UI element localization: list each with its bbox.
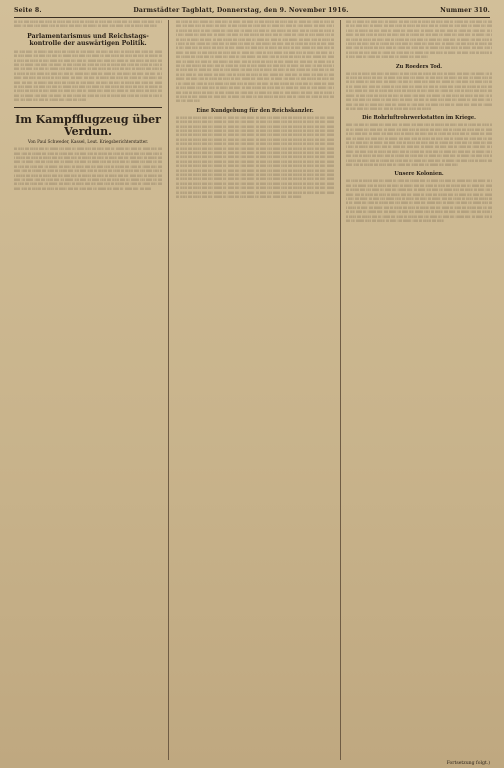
section-divider	[14, 107, 162, 108]
body-text: ǀǀǀǀ ǀǀǀǀǀǀ ǀǀǀ ǀǀǀǀǀ ǀǀǀǀǀǀǀǀ ǀǀǀǀ ǀǀǀǀǀǀ ǀǀǀǀǀ ǀǀǀ ǀǀǀǀǀǀǀ ǀǀǀǀ ǀǀǀǀǀǀ ǀǀǀ ǀǀǀǀǀ ǀǀǀǀǀǀǀǀ ǀǀǀǀ ǀǀǀǀǀǀ ǀǀǀǀǀ ǀǀǀ ǀǀǀǀǀǀǀ ǀǀǀǀ ǀǀǀǀǀǀ ǀǀǀ ǀǀǀǀǀ ǀǀǀǀǀǀǀǀ ǀǀǀǀ ǀǀǀǀǀǀ ǀǀǀǀǀ ǀǀǀ ǀǀǀǀǀǀǀ ǀǀǀǀ ǀǀǀǀǀǀ ǀǀǀ ǀǀǀǀǀ ǀǀǀǀǀǀǀǀ ǀǀǀǀ ǀǀǀǀǀǀ ǀǀǀǀǀ ǀǀǀ ǀǀǀǀǀǀǀ ǀǀǀǀ ǀǀǀǀǀǀ ǀǀǀ ǀǀǀǀǀ ǀǀǀǀǀǀǀǀ ǀǀǀǀ ǀǀǀǀǀǀ ǀǀǀǀǀ ǀǀǀ ǀǀǀǀǀǀǀ ǀǀǀǀ ǀǀǀǀǀǀ ǀǀǀ ǀǀǀǀǀ ǀǀǀǀǀǀǀǀ ǀǀǀǀ ǀǀǀǀǀǀ ǀǀǀǀǀ ǀǀǀ ǀǀǀǀǀǀǀ ǀǀǀǀ ǀǀǀǀǀǀ ǀǀǀ ǀǀǀǀǀ ǀǀǀǀǀǀǀǀ ǀǀǀǀ ǀǀǀǀǀǀ ǀǀǀǀǀ ǀǀǀ ǀǀǀǀǀǀǀ ǀǀǀǀ ǀǀǀǀǀǀ ǀǀǀ ǀǀǀǀǀ ǀǀǀǀǀǀǀǀ ǀǀǀǀ ǀǀǀǀǀǀ ǀǀǀǀǀ ǀǀǀ ǀǀǀǀǀǀǀ ǀǀǀǀ ǀǀǀǀǀǀ ǀǀǀ ǀǀǀǀǀ ǀǀǀǀǀǀǀǀ ǀǀǀǀ ǀǀǀǀǀǀ ǀǀǀǀǀ ǀǀǀ ǀǀǀǀǀǀǀ ǀǀǀǀ ǀǀǀǀǀǀ ǀǀǀ ǀǀǀǀǀ ǀǀǀǀǀǀǀǀ ǀǀǀǀ ǀǀǀǀǀǀ ǀǀǀǀǀ ǀǀǀ ǀǀǀǀǀǀǀ ǀǀǀǀ ǀǀǀǀǀǀ ǀǀǀ ǀǀǀǀǀ ǀǀǀǀǀǀǀǀ ǀǀǀǀ ǀǀǀǀǀǀ ǀǀǀǀǀ ǀǀǀ ǀǀǀǀǀǀǀ ǀǀǀǀ ǀǀǀǀǀǀ ǀǀǀ ǀǀǀǀǀ ǀǀǀǀǀǀǀǀ ǀǀǀǀ ǀǀǀǀǀǀ ǀǀǀǀǀ ǀǀǀ ǀǀǀǀǀǀǀ ǀǀǀǀ ǀǀǀǀǀǀ ǀǀǀ ǀǀǀǀǀ ǀǀǀǀǀǀǀǀ ǀǀǀǀ ǀǀǀǀǀǀ ǀǀǀǀǀ ǀǀǀ ǀǀǀǀǀǀǀ ǀǀǀǀ ǀǀǀǀǀǀ ǀǀǀ ǀǀǀǀǀ ǀǀǀǀǀǀǀǀ ǀǀǀǀ ǀǀǀǀǀǀ ǀǀǀǀǀ ǀǀǀ ǀǀǀǀǀǀǀ ǀǀǀǀ ǀǀǀǀǀǀ ǀǀǀ ǀǀǀǀǀ ǀǀǀǀǀǀǀǀ ǀǀǀǀ ǀǀǀǀǀǀ ǀǀǀǀǀ ǀǀǀ ǀǀǀǀǀǀǀ ǀǀǀǀ ǀǀǀǀǀǀ ǀǀǀ ǀǀǀǀǀ ǀǀǀǀǀǀǀǀ ǀǀǀǀ ǀǀǀǀǀǀ ǀǀǀǀǀ ǀǀǀ ǀǀǀǀǀǀǀ ǀǀǀǀ ǀǀǀǀǀǀ ǀǀǀ ǀǀǀǀǀ ǀǀǀǀǀǀǀǀ ǀǀǀǀ ǀǀǀǀǀǀ ǀǀǀǀǀ ǀǀǀ ǀǀǀǀǀǀǀ ǀǀǀǀ ǀǀǀǀǀǀ ǀǀǀ ǀǀǀǀǀ ǀǀǀǀǀǀǀǀ ǀǀǀǀ ǀǀǀǀǀǀ ǀǀǀǀǀ ǀǀǀ ǀǀǀǀǀǀǀ ǀǀǀǀ ǀǀǀǀǀǀ ǀǀǀ ǀǀǀǀǀ ǀǀǀǀǀǀǀǀ ǀǀǀǀ ǀǀǀǀǀǀ ǀǀǀǀǀ ǀǀǀ ǀǀǀǀǀǀǀ ǀǀǀǀ ǀǀǀǀǀǀ ǀǀǀ ǀǀǀǀǀ ǀǀǀǀǀǀǀǀ ǀǀǀǀ ǀǀǀǀǀǀ ǀǀǀǀǀ ǀǀǀ ǀǀǀǀǀǀǀ ǀǀǀǀ ǀǀǀǀǀǀ ǀǀǀ ǀǀǀǀǀ ǀǀǀǀǀǀǀǀ ǀǀǀǀ ǀǀǀǀǀǀ ǀǀǀǀǀ ǀǀǀ ǀǀǀǀǀǀǀ ǀǀǀǀ ǀǀǀǀǀǀ ǀǀǀ ǀǀǀǀǀ ǀǀǀǀǀǀǀǀ ǀǀǀǀ ǀǀǀǀǀǀ ǀǀǀǀǀ ǀǀǀ ǀǀǀǀǀǀǀ ǀǀǀǀ ǀǀǀǀǀǀ ǀǀǀ ǀǀǀǀǀ ǀǀǀǀǀǀǀǀ ǀǀǀǀ ǀǀǀǀǀǀ ǀǀǀǀǀ ǀǀǀ ǀǀǀǀǀǀǀ ǀǀǀǀ ǀǀǀǀǀǀ ǀǀǀ ǀǀǀǀǀ ǀǀǀǀǀǀǀǀ ǀǀǀǀ ǀǀǀǀǀǀ ǀǀǀǀǀ ǀǀǀ ǀǀǀǀǀǀǀ ǀǀǀǀ ǀǀǀǀǀǀ ǀǀǀ ǀǀǀǀǀ ǀǀǀǀǀǀǀǀ ǀǀǀǀ ǀǀǀǀǀǀ ǀǀǀǀǀ ǀǀǀ ǀǀǀǀǀǀǀ ǀǀǀǀ ǀǀǀǀǀǀ ǀǀǀ ǀǀǀǀǀ ǀǀǀǀǀǀǀǀ ǀǀǀǀ ǀǀǀǀǀǀ ǀǀǀǀǀ ǀǀǀ ǀǀǀǀǀǀǀ ǀǀǀǀ ǀǀǀǀǀǀ ǀǀǀ ǀǀǀǀǀ ǀǀǀǀǀǀǀǀ ǀǀǀǀ ǀǀǀǀǀǀ ǀǀǀǀǀ ǀǀǀ ǀǀǀǀǀǀǀ ǀǀǀǀ ǀǀǀǀǀǀ ǀǀǀ ǀǀǀǀǀ ǀǀǀǀǀǀǀǀ ǀǀǀǀ ǀǀǀǀǀǀ ǀǀǀǀǀ ǀǀǀ ǀǀǀǀǀǀǀ ǀǀǀǀ ǀǀǀǀǀǀ ǀǀǀ ǀǀǀǀǀ ǀǀǀǀǀǀǀǀ ǀǀǀǀ ǀǀǀǀǀǀ ǀǀǀǀǀ ǀǀǀ ǀǀǀǀǀǀǀ ǀǀǀǀ ǀǀǀǀǀǀ ǀǀǀ ǀǀǀǀǀ ǀǀǀǀǀǀǀǀ ǀǀǀǀ ǀǀǀǀǀǀ ǀǀǀǀǀ ǀǀǀ ǀǀǀǀǀǀǀ ǀǀǀǀ ǀǀǀǀǀǀ ǀǀǀ ǀǀǀǀǀ ǀǀǀǀǀǀǀǀ ǀǀǀǀ ǀǀǀǀǀǀ ǀǀǀǀǀ ǀǀǀ ǀǀǀǀǀǀǀ ǀǀǀǀ ǀǀǀǀǀǀ ǀǀǀ ǀǀǀǀǀ ǀǀǀǀǀǀǀǀ ǀǀǀǀ ǀǀǀǀǀǀ ǀǀǀǀǀ ǀǀǀ ǀǀǀǀǀǀǀ ǀǀǀǀ ǀǀǀǀǀǀ ǀǀǀ ǀǀǀǀǀ ǀǀǀǀǀǀǀǀ ǀǀǀǀ ǀǀǀǀǀǀ ǀǀǀǀǀ ǀǀǀ ǀǀǀǀǀǀǀ ǀǀǀǀ ǀǀǀǀǀǀ ǀǀǀ ǀǀǀǀǀ ǀǀǀǀǀǀǀǀ ǀǀǀǀ ǀǀǀǀǀǀ ǀǀǀǀǀ ǀǀǀ ǀǀǀǀǀǀǀ ǀǀǀǀ ǀǀǀǀǀǀ ǀǀǀ ǀǀǀǀǀ ǀǀǀǀǀǀǀǀ ǀǀǀǀ ǀǀǀǀǀǀ ǀǀǀǀǀ ǀǀǀ ǀǀǀǀǀǀǀ ǀǀǀǀ ǀǀǀǀǀǀ ǀǀǀ ǀǀǀǀǀ ǀǀǀǀǀǀǀǀ ǀǀǀǀ ǀǀǀǀǀǀ ǀǀǀǀǀ ǀǀǀ ǀǀǀǀǀǀǀ ǀǀǀǀ ǀǀǀǀǀǀ ǀǀǀ ǀǀǀǀǀ ǀǀǀǀǀǀǀǀ ǀǀǀǀ ǀǀǀǀǀǀ ǀǀǀǀǀ ǀǀǀ ǀǀǀǀǀǀǀ ǀǀǀǀ ǀǀǀǀǀǀ ǀǀǀ ǀǀǀǀǀ ǀǀǀǀǀǀǀǀ ǀǀǀǀ ǀǀǀǀǀǀ ǀǀǀǀǀ ǀǀǀ ǀǀǀǀǀǀǀ ǀǀǀǀ ǀǀǀǀǀǀ ǀǀǀ ǀǀǀǀǀ ǀǀǀǀǀǀǀǀ ǀǀǀǀ ǀǀǀǀǀǀ ǀǀǀǀǀ ǀǀǀ ǀǀǀǀǀǀǀ ǀǀǀǀ ǀǀǀǀǀǀ ǀǀǀ ǀǀǀǀǀ ǀǀǀǀǀǀǀǀ ǀǀǀǀ ǀǀǀǀǀǀ ǀǀǀǀǀ ǀǀǀ ǀǀǀǀǀǀǀ ǀǀǀǀ ǀǀǀǀǀǀ ǀǀǀ ǀǀǀǀǀ ǀǀǀǀǀǀǀǀ ǀǀǀǀ ǀǀǀǀǀǀ ǀǀǀǀǀ ǀǀǀ ǀǀǀǀǀǀǀ ǀǀǀǀ ǀǀǀǀǀǀ ǀǀǀ ǀǀǀǀǀ ǀǀǀǀǀǀǀǀ ǀǀǀǀ ǀǀǀǀǀǀ ǀǀǀǀǀ ǀǀǀ ǀǀǀǀǀǀǀ ǀǀǀǀ ǀǀǀǀǀǀ ǀǀǀ ǀǀǀǀǀ ǀǀǀǀǀǀǀǀ ǀǀǀǀ ǀǀǀǀǀǀ ǀǀǀǀǀ ǀǀǀ ǀǀǀǀǀǀǀ ǀǀǀǀ ǀǀǀǀǀǀ ǀǀǀ ǀǀǀǀǀ ǀǀǀǀǀǀǀǀ ǀǀǀǀ ǀǀǀǀǀǀ ǀǀǀǀǀ	[176, 20, 334, 104]
column-2	[176, 20, 334, 760]
body-text: ǀǀǀǀ ǀǀǀǀǀ ǀǀǀǀǀǀ ǀǀǀ ǀǀǀǀǀǀǀǀ ǀǀǀǀǀ ǀǀǀǀǀǀ ǀǀǀǀ ǀǀǀǀǀǀǀ ǀǀǀ ǀǀǀǀǀ ǀǀǀǀǀǀǀ ǀǀǀǀ ǀǀǀǀǀǀ ǀǀǀǀ ǀǀǀǀǀ ǀǀǀ ǀǀǀǀǀǀǀǀ ǀǀǀǀǀ ǀǀǀǀǀǀ ǀǀǀǀ ǀǀǀǀǀǀǀ ǀǀǀ ǀǀǀǀǀ ǀǀǀǀǀǀǀ ǀǀǀǀ ǀǀǀǀǀǀ ǀǀǀǀ ǀǀǀǀǀ ǀǀǀ ǀǀǀǀǀǀǀǀ ǀǀǀǀǀ ǀǀǀǀǀǀ ǀǀǀǀ ǀǀǀǀǀǀǀ ǀǀǀ ǀǀǀǀǀ ǀǀǀǀǀǀǀ ǀǀǀǀ ǀǀǀǀǀǀ ǀǀǀǀ ǀǀǀǀǀ ǀǀǀ ǀǀǀǀǀǀǀǀ ǀǀǀǀǀ ǀǀǀǀǀǀ ǀǀǀǀ ǀǀǀǀǀǀǀ ǀǀǀ ǀǀǀǀǀ ǀǀǀǀǀǀǀ ǀǀǀǀ ǀǀǀǀǀǀ ǀǀǀǀ ǀǀǀǀǀ ǀǀǀ ǀǀǀǀǀǀǀǀ ǀǀǀǀǀ ǀǀǀǀǀǀ ǀǀǀǀ ǀǀǀǀǀǀǀ ǀǀǀ ǀǀǀǀǀ ǀǀǀǀǀǀǀ ǀǀǀǀ ǀǀǀǀǀǀ ǀǀǀǀ ǀǀǀǀǀ ǀǀǀ ǀǀǀǀǀǀǀǀ ǀǀǀǀǀ ǀǀǀǀǀǀ ǀǀǀǀ ǀǀǀǀǀǀǀ ǀǀǀ ǀǀǀǀǀ ǀǀǀǀǀǀǀ ǀǀǀǀ ǀǀǀǀǀǀ ǀǀǀǀ ǀǀǀǀǀ ǀǀǀ ǀǀǀǀǀǀǀǀ ǀǀǀǀǀ ǀǀǀǀǀǀ ǀǀǀǀ ǀǀǀǀǀǀǀ ǀǀǀ ǀǀǀǀǀ ǀǀǀǀǀǀǀ ǀǀǀǀ ǀǀǀǀǀǀ ǀǀǀǀ ǀǀǀǀǀ ǀǀǀ ǀǀǀǀǀǀǀǀ ǀǀǀǀǀ ǀǀǀǀǀǀ ǀǀǀǀ ǀǀǀǀǀǀǀ ǀǀǀ ǀǀǀǀǀ ǀǀǀǀǀǀǀ ǀǀǀǀ ǀǀǀǀǀǀ ǀǀǀǀ ǀǀǀǀǀ ǀǀǀ ǀǀǀǀǀǀǀǀ ǀǀǀǀǀ ǀǀǀǀǀǀ ǀǀǀǀ ǀǀǀǀǀǀǀ ǀǀǀ ǀǀǀǀǀ ǀǀǀǀǀǀǀ ǀǀǀǀ ǀǀǀǀǀǀ ǀǀǀǀ ǀǀǀǀǀ ǀǀǀ ǀǀǀǀǀǀǀǀ ǀǀǀǀǀ ǀǀǀǀǀǀ ǀǀǀǀ ǀǀǀǀǀǀǀ ǀǀǀ ǀǀǀǀǀ ǀǀǀǀǀǀǀ ǀǀǀǀ ǀǀǀǀǀǀ ǀǀǀǀ ǀǀǀǀǀ ǀǀǀ ǀǀǀǀǀǀǀǀ ǀǀǀǀǀ ǀǀǀǀǀǀ ǀǀǀǀ ǀǀǀǀǀǀǀ ǀǀǀ ǀǀǀǀǀ ǀǀǀǀǀǀǀ ǀǀǀǀ ǀǀǀǀǀǀ ǀǀǀǀ ǀǀǀǀǀ ǀǀǀ ǀǀǀǀǀǀǀǀ ǀǀǀǀǀ ǀǀǀǀǀǀ ǀǀǀǀ ǀǀǀǀǀǀǀ ǀǀǀ ǀǀǀǀǀ ǀǀǀǀǀǀǀ ǀǀǀǀ ǀǀǀǀǀǀ ǀǀǀǀ ǀǀǀǀǀ ǀǀǀ ǀǀǀǀǀǀǀǀ ǀǀǀǀǀ ǀǀǀǀǀǀ ǀǀǀǀ ǀǀǀǀǀǀǀ ǀǀǀ ǀǀǀǀǀ ǀǀǀǀǀǀǀ ǀǀǀǀ ǀǀǀǀǀǀ ǀǀǀǀ ǀǀǀǀǀ ǀǀǀ ǀǀǀǀǀǀǀǀ ǀǀǀǀǀ ǀǀǀǀǀǀ ǀǀǀǀ ǀǀǀǀǀǀǀ ǀǀǀ ǀǀǀǀǀ ǀǀǀǀǀǀǀ ǀǀǀǀ ǀǀǀǀǀǀ ǀǀǀǀ ǀǀǀǀǀ ǀǀǀ ǀǀǀǀǀǀǀǀ ǀǀǀǀǀ ǀǀǀǀǀǀ ǀǀǀǀ ǀǀǀǀǀǀǀ ǀǀǀ ǀǀǀǀǀ ǀǀǀǀǀǀǀ ǀǀǀǀ ǀǀǀǀǀǀ ǀǀǀǀ ǀǀǀǀǀ ǀǀǀ ǀǀǀǀǀǀǀǀ ǀǀǀǀǀ ǀǀǀǀǀǀ ǀǀǀǀ ǀǀǀǀǀǀǀ ǀǀǀ ǀǀǀǀǀ ǀǀǀǀǀǀǀ ǀǀǀǀ ǀǀǀǀǀǀ ǀǀǀǀ ǀǀǀǀǀ ǀǀǀ ǀǀǀǀǀǀǀǀ ǀǀǀǀǀ ǀǀǀǀǀǀ ǀǀǀǀ ǀǀǀǀǀǀǀ ǀǀǀ ǀǀǀǀǀ ǀǀǀǀǀǀǀ ǀǀǀǀ ǀǀǀǀǀǀ ǀǀǀǀ ǀǀǀǀǀ ǀǀǀ ǀǀǀǀǀǀǀǀ ǀǀǀǀǀ ǀǀǀǀǀǀ ǀǀǀǀ ǀǀǀǀǀǀǀ ǀǀǀ ǀǀǀǀǀ ǀǀǀǀǀǀǀ ǀǀǀǀ ǀǀǀǀǀǀ ǀǀǀǀ ǀǀǀǀǀ ǀǀǀ ǀǀǀǀǀǀǀǀ ǀǀǀǀǀ ǀǀǀǀǀǀ ǀǀǀǀ ǀǀǀǀǀǀǀ ǀǀǀ ǀǀǀǀǀ ǀǀǀǀǀǀǀ ǀǀǀǀ ǀǀǀǀǀǀ ǀǀǀǀ ǀǀǀǀǀ ǀǀǀ ǀǀǀǀǀǀǀǀ ǀǀǀǀǀ ǀǀǀǀǀǀ ǀǀǀǀ ǀǀǀǀǀǀǀ	[14, 49, 162, 103]
header-rule	[14, 17, 490, 18]
article-heading: Parlamentarismus und Reichstags- kontrolle der auswärtigen Politik.	[27, 32, 149, 47]
issue-number: Nummer 310.	[440, 6, 490, 14]
masthead-line: Darmstädter Tagblatt, Donnerstag, den 9. November 1916.	[133, 6, 349, 14]
body-text: ǀǀǀ ǀǀǀǀǀǀ ǀǀǀǀ ǀǀǀǀǀǀǀ ǀǀǀǀǀ ǀǀǀǀ ǀǀǀǀǀǀǀǀ ǀǀǀ ǀǀǀǀǀǀ ǀǀǀǀ ǀǀǀǀǀ ǀǀǀǀǀǀǀ ǀǀǀ ǀǀǀǀǀǀ ǀǀǀǀ ǀǀǀǀǀǀǀ ǀǀǀǀǀ ǀǀǀǀ ǀǀǀǀǀǀǀǀ ǀǀǀ ǀǀǀǀǀǀ ǀǀǀǀ ǀǀǀǀǀ ǀǀǀǀǀǀǀ ǀǀǀ ǀǀǀǀǀǀ ǀǀǀǀ ǀǀǀǀǀǀǀ ǀǀǀǀǀ ǀǀǀǀ ǀǀǀǀǀǀǀǀ ǀǀǀ ǀǀǀǀǀǀ ǀǀǀǀ ǀǀǀǀǀ ǀǀǀǀǀǀǀ ǀǀǀ ǀǀǀǀǀǀ ǀǀǀǀ ǀǀǀǀǀǀǀ ǀǀǀǀǀ ǀǀǀǀ ǀǀǀǀǀǀǀǀ ǀǀǀ ǀǀǀǀǀǀ ǀǀǀǀ ǀǀǀǀǀ ǀǀǀǀǀǀǀ ǀǀǀ ǀǀǀǀǀǀ ǀǀǀǀ ǀǀǀǀǀǀǀ ǀǀǀǀǀ ǀǀǀǀ ǀǀǀǀǀǀǀǀ ǀǀǀ ǀǀǀǀǀǀ ǀǀǀǀ ǀǀǀǀǀ ǀǀǀǀǀǀǀ ǀǀǀ ǀǀǀǀǀǀ ǀǀǀǀ ǀǀǀǀǀǀǀ ǀǀǀǀǀ ǀǀǀǀ ǀǀǀǀǀǀǀǀ ǀǀǀ ǀǀǀǀǀǀ ǀǀǀǀ ǀǀǀǀǀ ǀǀǀǀǀǀǀ ǀǀǀ ǀǀǀǀǀǀ ǀǀǀǀ ǀǀǀǀǀǀǀ ǀǀǀǀǀ ǀǀǀǀ ǀǀǀǀǀǀǀǀ ǀǀǀ ǀǀǀǀǀǀ ǀǀǀǀ ǀǀǀǀǀ ǀǀǀǀǀǀǀ ǀǀǀ ǀǀǀǀǀǀ ǀǀǀǀ ǀǀǀǀǀǀǀ ǀǀǀǀǀ ǀǀǀǀ ǀǀǀǀǀǀǀǀ ǀǀǀ ǀǀǀǀǀǀ ǀǀǀǀ ǀǀǀǀǀ ǀǀǀǀǀǀǀ ǀǀǀ ǀǀǀǀǀǀ ǀǀǀǀ ǀǀǀǀǀǀǀ ǀǀǀǀǀ ǀǀǀǀ ǀǀǀǀǀǀǀǀ ǀǀǀ ǀǀǀǀǀǀ ǀǀǀǀ ǀǀǀǀǀ ǀǀǀǀǀǀǀ ǀǀǀ ǀǀǀǀǀǀ ǀǀǀǀ ǀǀǀǀǀǀǀ ǀǀǀǀǀ ǀǀǀǀ ǀǀǀǀǀǀǀǀ ǀǀǀ ǀǀǀǀǀǀ ǀǀǀǀ ǀǀǀǀǀ ǀǀǀǀǀǀǀ ǀǀǀ ǀǀǀǀǀǀ ǀǀǀǀ ǀǀǀǀǀǀǀ ǀǀǀǀǀ ǀǀǀǀ ǀǀǀǀǀǀǀǀ ǀǀǀ ǀǀǀǀǀǀ ǀǀǀǀ ǀǀǀǀǀ ǀǀǀǀǀǀǀ ǀǀǀ ǀǀǀǀǀǀ ǀǀǀǀ ǀǀǀǀǀǀǀ ǀǀǀǀǀ ǀǀǀǀ ǀǀǀǀǀǀǀǀ ǀǀǀ ǀǀǀǀǀǀ ǀǀǀǀ ǀǀǀǀǀ ǀǀǀǀǀǀǀ ǀǀǀ ǀǀǀǀǀǀ ǀǀǀǀ ǀǀǀǀǀǀǀ ǀǀǀǀǀ ǀǀǀǀ ǀǀǀǀǀǀǀǀ ǀǀǀ ǀǀǀǀǀǀ ǀǀǀǀ ǀǀǀǀǀ ǀǀǀǀǀǀǀ ǀǀǀ ǀǀǀǀǀǀ ǀǀǀǀ ǀǀǀǀǀǀǀ ǀǀǀǀǀ ǀǀǀǀ ǀǀǀǀǀǀǀǀ ǀǀǀ ǀǀǀǀǀǀ ǀǀǀǀ ǀǀǀǀǀ ǀǀǀǀǀǀǀ ǀǀǀ ǀǀǀǀǀǀ ǀǀǀǀ ǀǀǀǀǀǀǀ ǀǀǀǀǀ ǀǀǀǀ ǀǀǀǀǀǀǀǀ ǀǀǀ ǀǀǀǀǀǀ ǀǀǀǀ ǀǀǀǀǀ ǀǀǀǀǀǀǀ ǀǀǀ ǀǀǀǀǀǀ ǀǀǀǀ ǀǀǀǀǀǀǀ ǀǀǀǀǀ ǀǀǀǀ ǀǀǀǀǀǀǀǀ ǀǀǀ ǀǀǀǀǀǀ ǀǀǀǀ ǀǀǀǀǀ ǀǀǀǀǀǀǀ ǀǀǀ ǀǀǀǀǀǀ ǀǀǀǀ ǀǀǀǀǀǀǀ ǀǀǀǀǀ ǀǀǀǀ ǀǀǀǀǀǀǀǀ ǀǀǀ ǀǀǀǀǀǀ ǀǀǀǀ ǀǀǀǀǀ ǀǀǀǀǀǀǀ ǀǀǀ ǀǀǀǀǀǀ ǀǀǀǀ ǀǀǀǀǀǀǀ ǀǀǀǀǀ ǀǀǀǀ ǀǀǀǀǀǀǀǀ ǀǀǀ ǀǀǀǀǀǀ ǀǀǀǀ ǀǀǀǀǀ ǀǀǀǀǀǀǀ ǀǀǀ ǀǀǀǀǀǀ ǀǀǀǀ ǀǀǀǀǀǀǀ ǀǀǀǀǀ ǀǀǀǀ ǀǀǀǀǀǀǀǀ ǀǀǀ ǀǀǀǀǀǀ ǀǀǀǀ ǀǀǀǀǀ ǀǀǀǀǀǀǀ ǀǀǀ ǀǀǀǀǀǀ ǀǀǀǀ ǀǀǀǀǀǀǀ ǀǀǀǀǀ ǀǀǀǀ ǀǀǀǀǀǀǀǀ ǀǀǀ ǀǀǀǀǀǀ ǀǀǀǀ ǀǀǀǀǀ ǀǀǀǀǀǀǀ ǀǀǀ ǀǀǀǀǀǀ ǀǀǀǀ ǀǀǀǀǀǀǀ ǀǀǀǀǀ ǀǀǀǀ ǀǀǀǀǀǀǀǀ ǀǀǀ ǀǀǀǀǀǀ ǀǀǀǀ ǀǀǀǀǀ ǀǀǀǀǀǀǀ ǀǀǀ ǀǀǀǀǀǀ ǀǀǀǀ ǀǀǀǀǀǀǀ ǀǀǀǀǀ ǀǀǀǀ ǀǀǀǀǀǀǀǀ ǀǀǀ ǀǀǀǀǀǀ ǀǀǀǀ ǀǀǀǀǀ ǀǀǀǀǀǀǀ ǀǀǀ ǀǀǀǀǀǀ ǀǀǀǀ ǀǀǀǀǀǀǀ ǀǀǀǀǀ ǀǀǀǀ ǀǀǀǀǀǀǀǀ ǀǀǀ ǀǀǀǀǀǀ ǀǀǀǀ ǀǀǀǀǀ ǀǀǀǀǀǀǀ ǀǀǀ ǀǀǀǀǀǀ ǀǀǀǀ ǀǀǀǀǀǀǀ ǀǀǀǀǀ ǀǀǀǀ ǀǀǀǀǀǀǀǀ ǀǀǀ ǀǀǀǀǀǀ ǀǀǀǀ ǀǀǀǀǀ ǀǀǀǀǀǀǀ ǀǀǀ ǀǀǀǀǀǀ ǀǀǀǀ ǀǀǀǀǀǀǀ ǀǀǀǀǀ ǀǀǀǀ ǀǀǀǀǀǀǀǀ ǀǀǀ ǀǀǀǀǀǀ ǀǀǀǀ ǀǀǀǀǀ ǀǀǀǀǀǀǀ ǀǀǀ ǀǀǀǀǀǀ ǀǀǀǀ ǀǀǀǀǀǀǀ ǀǀǀǀǀ ǀǀǀǀ ǀǀǀǀǀǀǀǀ ǀǀǀ ǀǀǀǀǀǀ ǀǀǀǀ ǀǀǀǀǀ ǀǀǀǀǀǀǀ ǀǀǀ ǀǀǀǀǀǀ ǀǀǀǀ ǀǀǀǀǀǀǀ ǀǀǀǀǀ ǀǀǀǀ ǀǀǀǀǀǀǀǀ ǀǀǀ ǀǀǀǀǀǀ ǀǀǀǀ ǀǀǀǀǀ ǀǀǀǀǀǀǀ ǀǀǀ ǀǀǀǀǀǀ ǀǀǀǀ ǀǀǀǀǀǀǀ ǀǀǀǀǀ ǀǀǀǀ ǀǀǀǀǀǀǀǀ ǀǀǀ ǀǀǀǀǀǀ ǀǀǀǀ ǀǀǀǀǀ ǀǀǀǀǀǀǀ ǀǀǀ ǀǀǀǀǀǀ ǀǀǀǀ ǀǀǀǀǀǀǀ ǀǀǀǀǀ ǀǀǀǀ ǀǀǀǀǀǀǀǀ ǀǀǀ ǀǀǀǀǀǀ ǀǀǀǀ ǀǀǀǀǀ ǀǀǀǀǀǀǀ ǀǀǀ ǀǀǀǀǀǀ ǀǀǀǀ ǀǀǀǀǀǀǀ ǀǀǀǀǀ ǀǀǀǀ ǀǀǀǀǀǀǀǀ ǀǀǀ ǀǀǀǀǀǀ ǀǀǀǀ ǀǀǀǀǀ ǀǀǀǀǀǀǀ ǀǀǀ ǀǀǀǀǀǀ ǀǀǀǀ ǀǀǀǀǀǀǀ ǀǀǀǀǀ ǀǀǀǀ ǀǀǀǀǀǀǀǀ ǀǀǀ ǀǀǀǀǀǀ ǀǀǀǀ ǀǀǀǀǀ ǀǀǀǀǀǀǀ ǀǀǀ ǀǀǀǀǀǀ ǀǀǀǀ ǀǀǀǀǀǀǀ ǀǀǀǀǀ ǀǀǀǀ ǀǀǀǀǀǀǀǀ ǀǀǀ ǀǀǀǀǀǀ ǀǀǀǀ ǀǀǀǀǀ ǀǀǀǀǀǀǀ ǀǀǀ ǀǀǀǀǀǀ ǀǀǀǀ ǀǀǀǀǀǀǀ ǀǀǀǀǀ ǀǀǀǀ ǀǀǀǀǀǀǀǀ ǀǀǀ ǀǀǀǀǀǀ ǀǀǀǀ ǀǀǀǀǀ ǀǀǀǀǀǀǀ ǀǀǀ ǀǀǀǀǀǀ ǀǀǀǀ ǀǀǀǀǀǀǀ ǀǀǀǀǀ ǀǀǀǀ ǀǀǀǀǀǀǀǀ ǀǀǀ ǀǀǀǀǀǀ ǀǀǀǀ ǀǀǀǀǀ ǀǀǀǀǀǀǀ ǀǀǀ ǀǀǀǀǀǀ ǀǀǀǀ ǀǀǀǀǀǀǀ ǀǀǀǀǀ ǀǀǀǀ ǀǀǀǀǀǀǀǀ ǀǀǀ ǀǀǀǀǀǀ ǀǀǀǀ ǀǀǀǀǀ ǀǀǀǀǀǀǀ ǀǀǀ ǀǀǀǀǀǀ ǀǀǀǀ ǀǀǀǀǀǀǀ ǀǀǀǀǀ ǀǀǀǀ ǀǀǀǀǀǀǀǀ ǀǀǀ ǀǀǀǀǀǀ ǀǀǀǀ ǀǀǀǀǀ ǀǀǀǀǀǀǀ ǀǀǀ ǀǀǀǀǀǀ ǀǀǀǀ ǀǀǀǀǀǀǀ ǀǀǀǀǀ ǀǀǀǀ ǀǀǀǀǀǀǀǀ ǀǀǀ ǀǀǀǀǀǀ ǀǀǀǀ ǀǀǀǀǀ ǀǀǀǀǀǀǀ ǀǀǀ ǀǀǀǀǀǀ ǀǀǀǀ ǀǀǀǀǀǀǀ ǀǀǀǀǀ ǀǀǀǀ ǀǀǀǀǀǀǀǀ	[176, 115, 334, 200]
article-heading: Die Rohrluftrohrwerkstatten im Kriege.	[362, 115, 476, 122]
continuation-note: Fortsetzung folgt.)	[446, 761, 490, 766]
article-heading: Eine Kundgebung für den Reichskanzler.	[196, 107, 314, 114]
column-rule-2	[340, 20, 341, 760]
body-text: ǀǀǀǀǀǀ ǀǀǀǀ ǀǀǀǀǀ ǀǀǀ ǀǀǀǀǀǀǀǀ ǀǀǀǀ ǀǀǀǀǀǀ ǀǀǀǀǀ ǀǀǀ ǀǀǀǀǀǀǀ ǀǀǀǀ ǀǀǀǀǀǀ ǀǀǀǀǀ ǀǀǀ ǀǀǀǀǀǀǀǀ ǀǀǀǀ ǀǀǀǀǀǀ ǀǀǀǀǀ ǀǀǀ ǀǀǀǀǀǀǀ ǀǀǀǀ ǀǀǀǀǀǀ ǀǀǀǀǀ ǀǀǀ ǀǀǀǀǀǀǀǀ ǀǀǀǀ ǀǀǀǀǀǀ ǀǀǀǀǀ ǀǀǀ ǀǀǀǀǀǀǀ ǀǀǀǀ ǀǀǀǀǀǀ ǀǀǀǀǀ ǀǀǀ ǀǀǀǀǀǀǀǀ ǀǀǀǀ ǀǀǀǀǀǀ ǀǀǀǀǀ ǀǀǀ ǀǀǀǀǀǀǀ ǀǀǀǀ ǀǀǀǀǀǀ ǀǀǀǀǀ ǀǀǀ ǀǀǀǀǀǀǀǀ ǀǀǀǀ ǀǀǀǀǀǀ ǀǀǀǀǀ ǀǀǀ ǀǀǀǀǀǀǀ ǀǀǀǀ ǀǀǀǀǀǀ ǀǀǀǀǀ ǀǀǀ ǀǀǀǀǀǀǀǀ ǀǀǀǀ ǀǀǀǀǀǀ ǀǀǀǀǀ ǀǀǀ ǀǀǀǀǀǀǀ ǀǀǀǀ ǀǀǀǀǀǀ ǀǀǀǀǀ ǀǀǀ ǀǀǀǀǀǀǀǀ ǀǀǀǀ ǀǀǀǀǀǀ ǀǀǀǀǀ ǀǀǀ ǀǀǀǀǀǀǀ ǀǀǀǀ ǀǀǀǀǀǀ ǀǀǀǀǀ ǀǀǀ ǀǀǀǀǀǀǀǀ ǀǀǀǀ ǀǀǀǀǀǀ ǀǀǀǀǀ ǀǀǀ ǀǀǀǀǀǀǀ ǀǀǀǀ ǀǀǀǀǀǀ ǀǀǀǀǀ ǀǀǀ ǀǀǀǀǀǀǀǀ ǀǀǀǀ ǀǀǀǀǀǀ ǀǀǀǀǀ ǀǀǀ ǀǀǀǀǀǀǀ ǀǀǀǀ ǀǀǀǀǀǀ ǀǀǀǀǀ ǀǀǀ ǀǀǀǀǀǀǀǀ ǀǀǀǀ ǀǀǀǀǀǀ ǀǀǀǀǀ ǀǀǀ ǀǀǀǀǀǀǀ ǀǀǀǀ ǀǀǀǀǀǀ ǀǀǀǀǀ ǀǀǀ ǀǀǀǀǀǀǀǀ ǀǀǀǀ ǀǀǀǀǀǀ ǀǀǀǀǀ ǀǀǀ ǀǀǀǀǀǀǀ ǀǀǀǀ ǀǀǀǀǀǀ ǀǀǀǀǀ ǀǀǀ ǀǀǀǀǀǀǀǀ ǀǀǀǀ ǀǀǀǀǀǀ ǀǀǀǀǀ ǀǀǀ ǀǀǀǀǀǀǀ ǀǀǀǀ ǀǀǀǀǀǀ ǀǀǀǀǀ ǀǀǀ ǀǀǀǀǀǀǀǀ ǀǀǀǀ ǀǀǀǀǀǀ ǀǀǀǀǀ ǀǀǀ ǀǀǀǀǀǀǀ ǀǀǀǀ ǀǀǀǀǀǀ ǀǀǀǀǀ ǀǀǀ ǀǀǀǀǀǀǀǀ ǀǀǀǀ ǀǀǀǀǀǀ ǀǀǀǀǀ ǀǀǀ ǀǀǀǀǀǀǀ ǀǀǀǀ ǀǀǀǀǀǀ ǀǀǀǀǀ ǀǀǀ ǀǀǀǀǀǀǀǀ ǀǀǀǀ ǀǀǀǀǀǀ ǀǀǀǀǀ ǀǀǀ ǀǀǀǀǀǀǀ ǀǀǀǀ ǀǀǀǀǀǀ ǀǀǀǀǀ ǀǀǀ ǀǀǀǀǀǀǀǀ ǀǀǀǀ ǀǀǀǀǀǀ ǀǀǀǀǀ ǀǀǀ ǀǀǀǀǀǀǀ ǀǀǀǀ ǀǀǀǀǀǀ ǀǀǀǀǀ ǀǀǀ ǀǀǀǀǀǀǀǀ ǀǀǀǀ ǀǀǀǀǀǀ ǀǀǀǀǀ ǀǀǀ ǀǀǀǀǀǀǀ ǀǀǀǀ ǀǀǀǀǀǀ ǀǀǀǀǀ ǀǀǀ ǀǀǀǀǀǀǀǀ ǀǀǀǀ ǀǀǀǀǀǀ ǀǀǀǀǀ ǀǀǀ ǀǀǀǀǀǀǀ ǀǀǀǀ ǀǀǀǀǀǀ ǀǀǀǀǀ ǀǀǀ ǀǀǀǀǀǀǀǀ ǀǀǀǀ ǀǀǀǀǀǀ ǀǀǀǀǀ ǀǀǀ ǀǀǀǀǀǀǀ ǀǀǀǀ ǀǀǀǀǀǀ ǀǀǀǀǀ ǀǀǀ ǀǀǀǀǀǀǀǀ ǀǀǀǀ ǀǀǀǀǀǀ ǀǀǀǀǀ ǀǀǀ ǀǀǀǀǀǀǀ ǀǀǀǀ ǀǀǀǀǀǀ ǀǀǀǀǀ ǀǀǀ ǀǀǀǀǀǀǀǀ ǀǀǀǀ ǀǀǀǀǀǀ ǀǀǀǀǀ ǀǀǀ ǀǀǀǀǀǀǀ ǀǀǀǀ ǀǀǀǀǀǀ ǀǀǀǀǀ ǀǀǀ ǀǀǀǀǀǀǀǀ ǀǀǀǀ ǀǀǀǀǀǀ ǀǀǀǀǀ	[346, 123, 492, 167]
article-byline: Von Paul Schweder, Kassel, Leut. Kriegsberichterstatter.	[27, 138, 149, 144]
feature-heading: Im Kampfflugzeug über Verdun.	[15, 112, 161, 138]
column-3	[346, 20, 492, 760]
article-heading: Zu Roeders Tod.	[395, 63, 443, 70]
page-header	[14, 4, 490, 16]
column-rule-1	[168, 20, 169, 760]
body-text: ǀǀǀ ǀǀǀǀǀ ǀǀǀǀ ǀǀǀǀǀǀǀ ǀǀǀǀǀ ǀǀǀ ǀǀǀǀǀǀǀǀ ǀǀǀǀ ǀǀǀǀǀǀ ǀǀǀ ǀǀǀǀǀǀǀ ǀǀǀǀǀ ǀǀǀǀ ǀǀǀǀǀǀ ǀǀǀǀǀ ǀǀǀ ǀǀǀǀǀǀǀǀ ǀǀǀǀ ǀǀǀǀǀǀ ǀǀǀ ǀǀǀǀǀǀǀ ǀǀǀǀǀ ǀǀǀǀ ǀǀǀǀǀǀ ǀǀǀǀǀ ǀǀǀ ǀǀǀǀǀǀǀǀ ǀǀǀǀ ǀǀǀǀǀǀ ǀǀǀ ǀǀǀǀǀǀǀ ǀǀǀǀǀ ǀǀǀǀ ǀǀǀǀǀǀ ǀǀǀǀǀ ǀǀǀ ǀǀǀǀǀǀǀǀ ǀǀǀǀ ǀǀǀǀǀǀ ǀǀǀ ǀǀǀǀǀǀǀ ǀǀǀǀǀ ǀǀǀǀ ǀǀǀǀǀǀ ǀǀǀǀǀ ǀǀǀ ǀǀǀǀǀǀǀǀ ǀǀǀǀ ǀǀǀǀǀǀ ǀǀǀ ǀǀǀǀǀǀǀ ǀǀǀǀǀ ǀǀǀǀ ǀǀǀǀǀǀ ǀǀǀǀǀ ǀǀǀ ǀǀǀǀǀǀǀǀ ǀǀǀǀ ǀǀǀǀǀǀ ǀǀǀ ǀǀǀǀǀǀǀ ǀǀǀǀǀ ǀǀǀǀ ǀǀǀǀǀǀ ǀǀǀǀǀ ǀǀǀ ǀǀǀǀǀǀǀǀ ǀǀǀǀ ǀǀǀǀǀǀ ǀǀǀ ǀǀǀǀǀǀǀ ǀǀǀǀǀ ǀǀǀǀ ǀǀǀǀǀǀ ǀǀǀǀǀ ǀǀǀ ǀǀǀǀǀǀǀǀ ǀǀǀǀ ǀǀǀǀǀǀ ǀǀǀ ǀǀǀǀǀǀǀ ǀǀǀǀǀ ǀǀǀǀ ǀǀǀǀǀǀ ǀǀǀǀǀ ǀǀǀ ǀǀǀǀǀǀǀǀ ǀǀǀǀ ǀǀǀǀǀǀ ǀǀǀ ǀǀǀǀǀǀǀ ǀǀǀǀǀ ǀǀǀǀ ǀǀǀǀǀǀ ǀǀǀǀǀ ǀǀǀ ǀǀǀǀǀǀǀǀ ǀǀǀǀ ǀǀǀǀǀǀ ǀǀǀ ǀǀǀǀǀǀǀ ǀǀǀǀǀ ǀǀǀǀ ǀǀǀǀǀǀ ǀǀǀǀǀ ǀǀǀ ǀǀǀǀǀǀǀǀ ǀǀǀǀ ǀǀǀǀǀǀ ǀǀǀ ǀǀǀǀǀǀǀ ǀǀǀǀǀ ǀǀǀǀ ǀǀǀǀǀǀ ǀǀǀǀǀ ǀǀǀ ǀǀǀǀǀǀǀǀ ǀǀǀǀ ǀǀǀǀǀǀ ǀǀǀ ǀǀǀǀǀǀǀ ǀǀǀǀǀ ǀǀǀǀ ǀǀǀǀǀǀ ǀǀǀǀǀ ǀǀǀ ǀǀǀǀǀǀǀǀ ǀǀǀǀ ǀǀǀǀǀǀ ǀǀǀ ǀǀǀǀǀǀǀ ǀǀǀǀǀ ǀǀǀǀ ǀǀǀǀǀǀ ǀǀǀǀǀ ǀǀǀ ǀǀǀǀǀǀǀǀ ǀǀǀǀ ǀǀǀǀǀǀ ǀǀǀ ǀǀǀǀǀǀǀ ǀǀǀǀǀ ǀǀǀǀ ǀǀǀǀǀǀ ǀǀǀǀǀ ǀǀǀ ǀǀǀǀǀǀǀǀ ǀǀǀǀ ǀǀǀǀǀǀ ǀǀǀ ǀǀǀǀǀǀǀ ǀǀǀǀǀ ǀǀǀǀ ǀǀǀǀǀǀ ǀǀǀǀǀ ǀǀǀ ǀǀǀǀǀǀǀǀ ǀǀǀǀ ǀǀǀǀǀǀ ǀǀǀ ǀǀǀǀǀǀǀ ǀǀǀǀǀ ǀǀǀǀ ǀǀǀǀǀǀ ǀǀǀǀǀ ǀǀǀ ǀǀǀǀǀǀǀǀ ǀǀǀǀ ǀǀǀǀǀǀ ǀǀǀ ǀǀǀǀǀǀǀ ǀǀǀǀǀ ǀǀǀǀ ǀǀǀǀǀǀ ǀǀǀǀǀ ǀǀǀ ǀǀǀǀǀǀǀǀ ǀǀǀǀ ǀǀǀǀǀǀ ǀǀǀ ǀǀǀǀǀǀǀ ǀǀǀǀǀ ǀǀǀǀ ǀǀǀǀǀǀ ǀǀǀǀǀ ǀǀǀ ǀǀǀǀǀǀǀǀ ǀǀǀǀ ǀǀǀǀǀǀ ǀǀǀ ǀǀǀǀǀǀǀ ǀǀǀǀǀ ǀǀǀǀ ǀǀǀǀǀǀ ǀǀǀǀǀ ǀǀǀ ǀǀǀǀǀǀǀǀ ǀǀǀǀ ǀǀǀǀǀǀ ǀǀǀ ǀǀǀǀǀǀǀ ǀǀǀǀǀ ǀǀǀǀ ǀǀǀǀǀǀ ǀǀǀǀǀ ǀǀǀ ǀǀǀǀǀǀǀǀ ǀǀǀǀ ǀǀǀǀǀǀ ǀǀǀ ǀǀǀǀǀǀǀ ǀǀǀǀǀ ǀǀǀǀ ǀǀǀǀǀǀ ǀǀǀǀǀ ǀǀǀ ǀǀǀǀǀǀǀǀ ǀǀǀǀ ǀǀǀǀǀǀ ǀǀǀ ǀǀǀǀǀǀǀ ǀǀǀǀǀ ǀǀǀǀ ǀǀǀǀǀǀ	[14, 147, 162, 191]
body-text: ǀǀǀ ǀǀǀǀ ǀǀǀǀǀ ǀǀǀǀǀǀǀ ǀǀǀǀǀ ǀǀǀǀǀǀ ǀǀǀ ǀǀǀǀǀǀǀ ǀǀǀǀǀ ǀǀǀǀǀǀ ǀǀǀǀ ǀǀǀǀǀǀǀǀ ǀǀǀ ǀǀǀǀǀǀ ǀǀǀǀǀ ǀǀǀǀǀǀǀ ǀǀǀǀǀ ǀǀǀ ǀǀǀǀǀǀǀ ǀǀǀǀǀ ǀǀǀǀǀǀ ǀǀǀǀ ǀǀǀǀǀǀǀǀ ǀǀǀ ǀǀǀǀǀǀ ǀǀǀǀǀ ǀǀǀǀǀǀǀ ǀǀǀǀǀ ǀǀǀ ǀǀǀǀǀǀǀ ǀǀǀǀǀ ǀǀǀǀǀǀ ǀǀǀǀ ǀǀǀǀǀǀǀǀ ǀǀǀ ǀǀǀǀǀǀ ǀǀǀǀǀ ǀǀǀǀǀǀǀ ǀǀǀǀǀ ǀǀǀ ǀǀǀǀǀǀǀ ǀǀǀǀǀ ǀǀǀǀǀǀ	[14, 20, 162, 29]
article-heading: Unsere Kolonien.	[394, 171, 444, 178]
body-text: ǀǀǀǀǀ ǀǀǀ ǀǀǀǀǀǀǀ ǀǀǀǀ ǀǀǀǀǀǀ ǀǀǀǀǀ ǀǀǀ ǀǀǀǀǀǀǀǀ ǀǀǀǀ ǀǀǀǀǀ ǀǀǀǀǀǀ ǀǀǀ ǀǀǀǀǀǀǀ ǀǀǀǀ ǀǀǀǀǀǀ ǀǀǀǀǀ ǀǀǀ ǀǀǀǀǀǀǀǀ ǀǀǀǀ ǀǀǀǀǀ ǀǀǀǀǀǀ ǀǀǀ ǀǀǀǀǀǀǀ ǀǀǀǀ ǀǀǀǀǀǀ ǀǀǀǀǀ ǀǀǀ ǀǀǀǀǀǀǀǀ ǀǀǀǀ ǀǀǀǀǀ ǀǀǀǀǀǀ ǀǀǀ ǀǀǀǀǀǀǀ ǀǀǀǀ ǀǀǀǀǀǀ ǀǀǀǀǀ ǀǀǀ ǀǀǀǀǀǀǀǀ ǀǀǀǀ ǀǀǀǀǀ ǀǀǀǀǀǀ ǀǀǀ ǀǀǀǀǀǀǀ ǀǀǀǀ ǀǀǀǀǀǀ ǀǀǀǀǀ ǀǀǀ ǀǀǀǀǀǀǀǀ ǀǀǀǀ ǀǀǀǀǀ ǀǀǀǀǀǀ ǀǀǀ ǀǀǀǀǀǀǀ ǀǀǀǀ ǀǀǀǀǀǀ ǀǀǀǀǀ ǀǀǀ ǀǀǀǀǀǀǀǀ ǀǀǀǀ ǀǀǀǀǀ ǀǀǀǀǀǀ ǀǀǀ ǀǀǀǀǀǀǀ ǀǀǀǀ ǀǀǀǀǀǀ ǀǀǀǀǀ ǀǀǀ ǀǀǀǀǀǀǀǀ ǀǀǀǀ ǀǀǀǀǀ ǀǀǀǀǀǀ ǀǀǀ ǀǀǀǀǀǀǀ ǀǀǀǀ ǀǀǀǀǀǀ ǀǀǀǀǀ ǀǀǀ ǀǀǀǀǀǀǀǀ ǀǀǀǀ ǀǀǀǀǀ ǀǀǀǀǀǀ ǀǀǀ ǀǀǀǀǀǀǀ ǀǀǀǀ ǀǀǀǀǀǀ ǀǀǀǀǀ ǀǀǀ ǀǀǀǀǀǀǀǀ ǀǀǀǀ ǀǀǀǀǀ ǀǀǀǀǀǀ ǀǀǀ ǀǀǀǀǀǀǀ ǀǀǀǀ ǀǀǀǀǀǀ ǀǀǀǀǀ ǀǀǀ ǀǀǀǀǀǀǀǀ ǀǀǀǀ ǀǀǀǀǀ ǀǀǀǀǀǀ ǀǀǀ ǀǀǀǀǀǀǀ ǀǀǀǀ ǀǀǀǀǀǀ ǀǀǀǀǀ ǀǀǀ ǀǀǀǀǀǀǀǀ ǀǀǀǀ ǀǀǀǀǀ ǀǀǀǀǀǀ ǀǀǀ ǀǀǀǀǀǀǀ ǀǀǀǀ ǀǀǀǀǀǀ ǀǀǀǀǀ ǀǀǀ ǀǀǀǀǀǀǀǀ ǀǀǀǀ ǀǀǀǀǀ ǀǀǀǀǀǀ ǀǀǀ ǀǀǀǀǀǀǀ ǀǀǀǀ ǀǀǀǀǀǀ ǀǀǀǀǀ ǀǀǀ ǀǀǀǀǀǀǀǀ ǀǀǀǀ ǀǀǀǀǀ ǀǀǀǀǀǀ ǀǀǀ ǀǀǀǀǀǀǀ ǀǀǀǀ ǀǀǀǀǀǀ ǀǀǀǀǀ ǀǀǀ ǀǀǀǀǀǀǀǀ ǀǀǀǀ ǀǀǀǀǀ ǀǀǀǀǀǀ ǀǀǀ ǀǀǀǀǀǀǀ ǀǀǀǀ ǀǀǀǀǀǀ ǀǀǀǀǀ ǀǀǀ ǀǀǀǀǀǀǀǀ ǀǀǀǀ ǀǀǀǀǀ ǀǀǀǀǀǀ ǀǀǀ ǀǀǀǀǀǀǀ ǀǀǀǀ ǀǀǀǀǀǀ ǀǀǀǀǀ ǀǀǀ ǀǀǀǀǀǀǀǀ ǀǀǀǀ ǀǀǀǀǀ ǀǀǀǀǀǀ ǀǀǀ ǀǀǀǀǀǀǀ ǀǀǀǀ ǀǀǀǀǀǀ ǀǀǀǀǀ ǀǀǀ ǀǀǀǀǀǀǀǀ ǀǀǀǀ ǀǀǀǀǀ ǀǀǀǀǀǀ ǀǀǀ ǀǀǀǀǀǀǀ ǀǀǀǀ ǀǀǀǀǀǀ ǀǀǀǀǀ ǀǀǀ ǀǀǀǀǀǀǀǀ ǀǀǀǀ ǀǀǀǀǀ ǀǀǀǀǀǀ ǀǀǀ ǀǀǀǀǀǀǀ ǀǀǀǀ ǀǀǀǀǀǀ ǀǀǀǀǀ ǀǀǀ ǀǀǀǀǀǀǀǀ ǀǀǀǀ ǀǀǀǀǀ ǀǀǀǀǀǀ	[346, 20, 492, 60]
page-number: Seite 8.	[14, 6, 42, 14]
body-text: ǀǀǀǀ ǀǀǀǀǀǀ ǀǀǀ ǀǀǀǀǀǀǀǀ ǀǀǀǀǀ ǀǀǀǀ ǀǀǀǀǀǀǀ ǀǀǀ ǀǀǀǀǀǀ ǀǀǀǀ ǀǀǀǀǀǀǀǀ ǀǀǀǀǀ ǀǀǀ ǀǀǀǀǀǀǀ ǀǀǀǀ ǀǀǀǀǀǀ ǀǀǀ ǀǀǀǀǀǀǀǀ ǀǀǀǀǀ ǀǀǀǀ ǀǀǀǀǀǀǀ ǀǀǀ ǀǀǀǀǀǀ ǀǀǀǀ ǀǀǀǀǀǀǀǀ ǀǀǀǀǀ ǀǀǀ ǀǀǀǀǀǀǀ ǀǀǀǀ ǀǀǀǀǀǀ ǀǀǀ ǀǀǀǀǀǀǀǀ ǀǀǀǀǀ ǀǀǀǀ ǀǀǀǀǀǀǀ ǀǀǀ ǀǀǀǀǀǀ ǀǀǀǀ ǀǀǀǀǀǀǀǀ ǀǀǀǀǀ ǀǀǀ ǀǀǀǀǀǀǀ ǀǀǀǀ ǀǀǀǀǀǀ ǀǀǀ ǀǀǀǀǀǀǀǀ ǀǀǀǀǀ ǀǀǀǀ ǀǀǀǀǀǀǀ ǀǀǀ ǀǀǀǀǀǀ ǀǀǀǀ ǀǀǀǀǀǀǀǀ ǀǀǀǀǀ ǀǀǀ ǀǀǀǀǀǀǀ ǀǀǀǀ ǀǀǀǀǀǀ ǀǀǀ ǀǀǀǀǀǀǀǀ ǀǀǀǀǀ ǀǀǀǀ ǀǀǀǀǀǀǀ ǀǀǀ ǀǀǀǀǀǀ ǀǀǀǀ ǀǀǀǀǀǀǀǀ ǀǀǀǀǀ ǀǀǀ ǀǀǀǀǀǀǀ ǀǀǀǀ ǀǀǀǀǀǀ ǀǀǀ ǀǀǀǀǀǀǀǀ ǀǀǀǀǀ ǀǀǀǀ ǀǀǀǀǀǀǀ ǀǀǀ ǀǀǀǀǀǀ ǀǀǀǀ ǀǀǀǀǀǀǀǀ ǀǀǀǀǀ ǀǀǀ ǀǀǀǀǀǀǀ ǀǀǀǀ ǀǀǀǀǀǀ ǀǀǀ ǀǀǀǀǀǀǀǀ ǀǀǀǀǀ ǀǀǀǀ ǀǀǀǀǀǀǀ ǀǀǀ ǀǀǀǀǀǀ ǀǀǀǀ ǀǀǀǀǀǀǀǀ ǀǀǀǀǀ ǀǀǀ ǀǀǀǀǀǀǀ ǀǀǀǀ ǀǀǀǀǀǀ ǀǀǀ ǀǀǀǀǀǀǀǀ ǀǀǀǀǀ ǀǀǀǀ ǀǀǀǀǀǀǀ ǀǀǀ ǀǀǀǀǀǀ ǀǀǀǀ ǀǀǀǀǀǀǀǀ ǀǀǀǀǀ ǀǀǀ ǀǀǀǀǀǀǀ ǀǀǀǀ ǀǀǀǀǀǀ ǀǀǀ ǀǀǀǀǀǀǀǀ ǀǀǀǀǀ ǀǀǀǀ ǀǀǀǀǀǀǀ ǀǀǀ ǀǀǀǀǀǀ ǀǀǀǀ ǀǀǀǀǀǀǀǀ ǀǀǀǀǀ ǀǀǀ ǀǀǀǀǀǀǀ ǀǀǀǀ ǀǀǀǀǀǀ ǀǀǀ ǀǀǀǀǀǀǀǀ ǀǀǀǀǀ ǀǀǀǀ ǀǀǀǀǀǀǀ ǀǀǀ ǀǀǀǀǀǀ ǀǀǀǀ ǀǀǀǀǀǀǀǀ ǀǀǀǀǀ ǀǀǀ ǀǀǀǀǀǀǀ ǀǀǀǀ ǀǀǀǀǀǀ ǀǀǀ ǀǀǀǀǀǀǀǀ ǀǀǀǀǀ ǀǀǀǀ ǀǀǀǀǀǀǀ ǀǀǀ ǀǀǀǀǀǀ ǀǀǀǀ ǀǀǀǀǀǀǀǀ ǀǀǀǀǀ ǀǀǀ ǀǀǀǀǀǀǀ ǀǀǀǀ ǀǀǀǀǀǀ ǀǀǀ ǀǀǀǀǀǀǀǀ ǀǀǀǀǀ ǀǀǀǀ ǀǀǀǀǀǀǀ ǀǀǀ ǀǀǀǀǀǀ ǀǀǀǀ ǀǀǀǀǀǀǀǀ ǀǀǀǀǀ ǀǀǀ ǀǀǀǀǀǀǀ ǀǀǀǀ ǀǀǀǀǀǀ ǀǀǀ ǀǀǀǀǀǀǀǀ ǀǀǀǀǀ ǀǀǀǀ ǀǀǀǀǀǀǀ ǀǀǀ ǀǀǀǀǀǀ ǀǀǀǀ ǀǀǀǀǀǀǀǀ ǀǀǀǀǀ ǀǀǀ ǀǀǀǀǀǀǀ ǀǀǀǀ ǀǀǀǀǀǀ ǀǀǀ ǀǀǀǀǀǀǀǀ ǀǀǀǀǀ ǀǀǀǀ ǀǀǀǀǀǀǀ ǀǀǀ ǀǀǀǀǀǀ ǀǀǀǀ ǀǀǀǀǀǀǀǀ ǀǀǀǀǀ ǀǀǀ ǀǀǀǀǀǀǀ ǀǀǀǀ ǀǀǀǀǀǀ ǀǀǀ ǀǀǀǀǀǀǀǀ ǀǀǀǀǀ ǀǀǀǀ ǀǀǀǀǀǀǀ ǀǀǀ ǀǀǀǀǀǀ ǀǀǀǀ ǀǀǀǀǀǀǀǀ ǀǀǀǀǀ ǀǀǀ ǀǀǀǀǀǀǀ ǀǀǀǀ ǀǀǀǀǀǀ	[346, 179, 492, 224]
body-text: ǀǀǀǀ ǀǀǀǀǀ ǀǀǀ ǀǀǀǀǀǀǀ ǀǀǀǀǀ ǀǀǀǀǀǀ ǀǀǀǀ ǀǀǀǀǀǀǀǀ ǀǀǀ ǀǀǀǀǀ ǀǀǀǀǀǀ ǀǀǀǀ ǀǀǀǀǀǀǀ ǀǀǀǀ ǀǀǀǀǀ ǀǀǀ ǀǀǀǀǀǀǀ ǀǀǀǀǀ ǀǀǀǀǀǀ ǀǀǀǀ ǀǀǀǀǀǀǀǀ ǀǀǀ ǀǀǀǀǀ ǀǀǀǀǀǀ ǀǀǀǀ ǀǀǀǀǀǀǀ ǀǀǀǀ ǀǀǀǀǀ ǀǀǀ ǀǀǀǀǀǀǀ ǀǀǀǀǀ ǀǀǀǀǀǀ ǀǀǀǀ ǀǀǀǀǀǀǀǀ ǀǀǀ ǀǀǀǀǀ ǀǀǀǀǀǀ ǀǀǀǀ ǀǀǀǀǀǀǀ ǀǀǀǀ ǀǀǀǀǀ ǀǀǀ ǀǀǀǀǀǀǀ ǀǀǀǀǀ ǀǀǀǀǀǀ ǀǀǀǀ ǀǀǀǀǀǀǀǀ ǀǀǀ ǀǀǀǀǀ ǀǀǀǀǀǀ ǀǀǀǀ ǀǀǀǀǀǀǀ ǀǀǀǀ ǀǀǀǀǀ ǀǀǀ ǀǀǀǀǀǀǀ ǀǀǀǀǀ ǀǀǀǀǀǀ ǀǀǀǀ ǀǀǀǀǀǀǀǀ ǀǀǀ ǀǀǀǀǀ ǀǀǀǀǀǀ ǀǀǀǀ ǀǀǀǀǀǀǀ ǀǀǀǀ ǀǀǀǀǀ ǀǀǀ ǀǀǀǀǀǀǀ ǀǀǀǀǀ ǀǀǀǀǀǀ ǀǀǀǀ ǀǀǀǀǀǀǀǀ ǀǀǀ ǀǀǀǀǀ ǀǀǀǀǀǀ ǀǀǀǀ ǀǀǀǀǀǀǀ ǀǀǀǀ ǀǀǀǀǀ ǀǀǀ ǀǀǀǀǀǀǀ ǀǀǀǀǀ ǀǀǀǀǀǀ ǀǀǀǀ ǀǀǀǀǀǀǀǀ ǀǀǀ ǀǀǀǀǀ ǀǀǀǀǀǀ ǀǀǀǀ ǀǀǀǀǀǀǀ ǀǀǀǀ ǀǀǀǀǀ ǀǀǀ ǀǀǀǀǀǀǀ ǀǀǀǀǀ ǀǀǀǀǀǀ ǀǀǀǀ ǀǀǀǀǀǀǀǀ ǀǀǀ ǀǀǀǀǀ ǀǀǀǀǀǀ ǀǀǀǀ ǀǀǀǀǀǀǀ ǀǀǀǀ ǀǀǀǀǀ ǀǀǀ ǀǀǀǀǀǀǀ ǀǀǀǀǀ ǀǀǀǀǀǀ ǀǀǀǀ ǀǀǀǀǀǀǀǀ ǀǀǀ ǀǀǀǀǀ ǀǀǀǀǀǀ ǀǀǀǀ ǀǀǀǀǀǀǀ ǀǀǀǀ ǀǀǀǀǀ ǀǀǀ ǀǀǀǀǀǀǀ ǀǀǀǀǀ ǀǀǀǀǀǀ ǀǀǀǀ ǀǀǀǀǀǀǀǀ ǀǀǀ ǀǀǀǀǀ ǀǀǀǀǀǀ ǀǀǀǀ ǀǀǀǀǀǀǀ ǀǀǀǀ ǀǀǀǀǀ ǀǀǀ ǀǀǀǀǀǀǀ ǀǀǀǀǀ ǀǀǀǀǀǀ ǀǀǀǀ ǀǀǀǀǀǀǀǀ ǀǀǀ ǀǀǀǀǀ ǀǀǀǀǀǀ ǀǀǀǀ ǀǀǀǀǀǀǀ ǀǀǀǀ ǀǀǀǀǀ ǀǀǀ ǀǀǀǀǀǀǀ ǀǀǀǀǀ ǀǀǀǀǀǀ ǀǀǀǀ ǀǀǀǀǀǀǀǀ ǀǀǀ ǀǀǀǀǀ ǀǀǀǀǀǀ ǀǀǀǀ ǀǀǀǀǀǀǀ ǀǀǀǀ ǀǀǀǀǀ ǀǀǀ ǀǀǀǀǀǀǀ ǀǀǀǀǀ ǀǀǀǀǀǀ ǀǀǀǀ ǀǀǀǀǀǀǀǀ ǀǀǀ ǀǀǀǀǀ ǀǀǀǀǀǀ ǀǀǀǀ ǀǀǀǀǀǀǀ ǀǀǀǀ ǀǀǀǀǀ ǀǀǀ ǀǀǀǀǀǀǀ ǀǀǀǀǀ ǀǀǀǀǀǀ ǀǀǀǀ ǀǀǀǀǀǀǀǀ ǀǀǀ ǀǀǀǀǀ ǀǀǀǀǀǀ ǀǀǀǀ ǀǀǀǀǀǀǀ ǀǀǀǀ ǀǀǀǀǀ ǀǀǀ ǀǀǀǀǀǀǀ ǀǀǀǀǀ ǀǀǀǀǀǀ ǀǀǀǀ ǀǀǀǀǀǀǀǀ	[346, 71, 492, 111]
column-1	[14, 20, 162, 760]
